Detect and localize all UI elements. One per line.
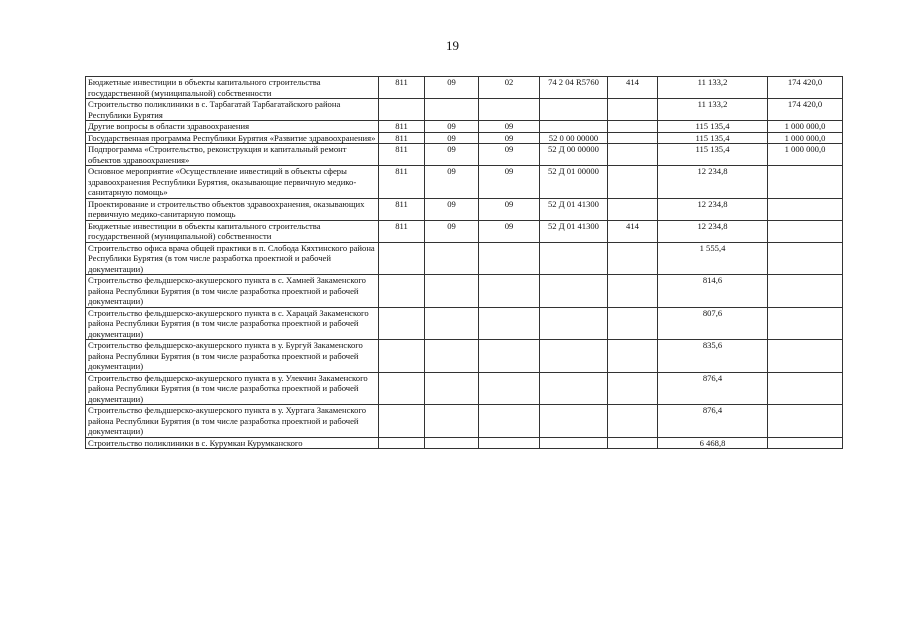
row-sum2-cell bbox=[768, 437, 843, 449]
row-vr-cell bbox=[608, 99, 658, 121]
row-sum2-cell bbox=[768, 275, 843, 308]
table-row bbox=[86, 372, 843, 405]
row-vr-cell bbox=[608, 166, 658, 199]
row-vr-cell bbox=[608, 132, 658, 144]
row-pr-cell bbox=[479, 340, 540, 373]
row-vr-cell: 414 bbox=[608, 77, 658, 99]
table-row bbox=[86, 166, 843, 199]
row-sum1-cell: 814,6 bbox=[658, 275, 768, 308]
row-csr-cell bbox=[540, 437, 608, 449]
row-rz-cell bbox=[425, 307, 479, 340]
row-name-cell: Основное мероприятие «Осуществление инвестиций в объекты сферы здравоохранения Республики Бурятия, оказывающие первичную медико-санитарную помощь» bbox=[86, 166, 379, 199]
table-row bbox=[86, 121, 843, 133]
row-csr-cell bbox=[540, 405, 608, 438]
table-row bbox=[86, 77, 843, 99]
row-sum2-cell bbox=[768, 242, 843, 275]
row-csr-cell: 52 Д 01 41300 bbox=[540, 198, 608, 220]
row-sum1-cell: 11 133,2 bbox=[658, 77, 768, 99]
row-gr-cell bbox=[379, 405, 425, 438]
row-pr-cell: 09 bbox=[479, 144, 540, 166]
row-sum2-cell bbox=[768, 405, 843, 438]
row-gr-cell bbox=[379, 275, 425, 308]
row-pr-cell bbox=[479, 242, 540, 275]
row-sum1-cell: 11 133,2 bbox=[658, 99, 768, 121]
row-vr-cell bbox=[608, 144, 658, 166]
row-rz-cell bbox=[425, 372, 479, 405]
budget-table bbox=[85, 76, 843, 449]
page-number: 19 bbox=[446, 38, 459, 53]
row-csr-cell: 52 Д 00 00000 bbox=[540, 144, 608, 166]
row-name-cell: Строительство фельдшерско-акушерского пункта в с. Хамней Закаменского района Республики Бурятия (в том числе разработка проектной и рабочей документации) bbox=[86, 275, 379, 308]
row-name-cell: Строительство фельдшерско-акушерского пункта в с. Харацай Закаменского района Республики Бурятия (в том числе разработка проектной и рабочей документации) bbox=[86, 307, 379, 340]
row-name-cell: Другие вопросы в области здравоохранения bbox=[86, 121, 379, 133]
row-pr-cell: 09 bbox=[479, 121, 540, 133]
row-pr-cell: 09 bbox=[479, 166, 540, 199]
row-pr-cell: 09 bbox=[479, 132, 540, 144]
row-name-cell: Строительство поликлиники в с. Тарбагатай Тарбагатайского района Республики Бурятия bbox=[86, 99, 379, 121]
row-pr-cell bbox=[479, 405, 540, 438]
table-row bbox=[86, 242, 843, 275]
row-rz-cell bbox=[425, 405, 479, 438]
table-row bbox=[86, 132, 843, 144]
row-vr-cell bbox=[608, 340, 658, 373]
row-rz-cell: 09 bbox=[425, 166, 479, 199]
row-sum1-cell: 876,4 bbox=[658, 405, 768, 438]
row-sum2-cell bbox=[768, 372, 843, 405]
row-rz-cell bbox=[425, 242, 479, 275]
row-sum2-cell: 174 420,0 bbox=[768, 99, 843, 121]
row-rz-cell: 09 bbox=[425, 144, 479, 166]
row-gr-cell bbox=[379, 437, 425, 449]
row-sum2-cell bbox=[768, 340, 843, 373]
table-row bbox=[86, 220, 843, 242]
row-pr-cell: 02 bbox=[479, 77, 540, 99]
row-name-cell: Строительство фельдшерско-акушерского пункта в у. Бургуй Закаменского района Республики Бурятия (в том числе разработка проектной и рабочей документации) bbox=[86, 340, 379, 373]
row-vr-cell bbox=[608, 372, 658, 405]
row-rz-cell bbox=[425, 275, 479, 308]
row-sum1-cell: 115 135,4 bbox=[658, 144, 768, 166]
row-csr-cell bbox=[540, 242, 608, 275]
row-rz-cell bbox=[425, 99, 479, 121]
row-sum1-cell: 115 135,4 bbox=[658, 132, 768, 144]
row-sum1-cell: 12 234,8 bbox=[658, 198, 768, 220]
table-row bbox=[86, 275, 843, 308]
table-body bbox=[86, 77, 843, 449]
row-csr-cell: 74 2 04 R5760 bbox=[540, 77, 608, 99]
row-pr-cell bbox=[479, 307, 540, 340]
row-gr-cell bbox=[379, 307, 425, 340]
row-csr-cell bbox=[540, 307, 608, 340]
row-csr-cell: 52 Д 01 41300 bbox=[540, 220, 608, 242]
row-sum1-cell: 876,4 bbox=[658, 372, 768, 405]
row-gr-cell: 811 bbox=[379, 132, 425, 144]
row-name-cell: Государственная программа Республики Бурятия «Развитие здравоохранения» bbox=[86, 132, 379, 144]
row-gr-cell bbox=[379, 340, 425, 373]
row-gr-cell bbox=[379, 99, 425, 121]
row-vr-cell bbox=[608, 405, 658, 438]
row-sum1-cell: 12 234,8 bbox=[658, 220, 768, 242]
table-row bbox=[86, 144, 843, 166]
row-csr-cell bbox=[540, 275, 608, 308]
row-pr-cell bbox=[479, 99, 540, 121]
table-row bbox=[86, 437, 843, 449]
table-row bbox=[86, 307, 843, 340]
row-pr-cell bbox=[479, 437, 540, 449]
row-rz-cell: 09 bbox=[425, 198, 479, 220]
table-row bbox=[86, 198, 843, 220]
row-sum1-cell: 807,6 bbox=[658, 307, 768, 340]
row-sum2-cell bbox=[768, 166, 843, 199]
row-name-cell: Строительство поликлиники в с. Курумкан Курумканского bbox=[86, 437, 379, 449]
row-name-cell: Строительство фельдшерско-акушерского пункта в у. Хуртага Закаменского района Республики Бурятия (в том числе разработка проектной и рабочей документации) bbox=[86, 405, 379, 438]
row-vr-cell bbox=[608, 242, 658, 275]
row-sum2-cell: 1 000 000,0 bbox=[768, 144, 843, 166]
row-gr-cell: 811 bbox=[379, 121, 425, 133]
row-vr-cell bbox=[608, 307, 658, 340]
table-row bbox=[86, 99, 843, 121]
row-sum2-cell: 1 000 000,0 bbox=[768, 132, 843, 144]
row-sum2-cell: 174 420,0 bbox=[768, 77, 843, 99]
row-name-cell: Бюджетные инвестиции в объекты капитального строительства государственной (муниципальной) собственности bbox=[86, 77, 379, 99]
row-rz-cell: 09 bbox=[425, 132, 479, 144]
row-csr-cell bbox=[540, 99, 608, 121]
row-rz-cell: 09 bbox=[425, 121, 479, 133]
row-sum2-cell bbox=[768, 307, 843, 340]
row-rz-cell bbox=[425, 340, 479, 373]
row-sum2-cell bbox=[768, 198, 843, 220]
row-name-cell: Бюджетные инвестиции в объекты капитального строительства государственной (муниципальной) собственности bbox=[86, 220, 379, 242]
row-name-cell: Проектирование и строительство объектов здравоохранения, оказывающих первичную медико-санитарную помощь bbox=[86, 198, 379, 220]
row-gr-cell: 811 bbox=[379, 144, 425, 166]
row-csr-cell bbox=[540, 121, 608, 133]
row-rz-cell: 09 bbox=[425, 77, 479, 99]
row-name-cell: Подпрограмма «Строительство, реконструкция и капитальный ремонт объектов здравоохранения» bbox=[86, 144, 379, 166]
table-row bbox=[86, 340, 843, 373]
row-gr-cell bbox=[379, 372, 425, 405]
row-sum1-cell: 6 468,8 bbox=[658, 437, 768, 449]
row-vr-cell: 414 bbox=[608, 220, 658, 242]
row-csr-cell bbox=[540, 340, 608, 373]
row-vr-cell bbox=[608, 198, 658, 220]
row-rz-cell: 09 bbox=[425, 220, 479, 242]
row-gr-cell: 811 bbox=[379, 166, 425, 199]
row-vr-cell bbox=[608, 437, 658, 449]
row-rz-cell bbox=[425, 437, 479, 449]
row-sum1-cell: 1 555,4 bbox=[658, 242, 768, 275]
row-sum2-cell: 1 000 000,0 bbox=[768, 121, 843, 133]
row-name-cell: Строительство офиса врача общей практики в п. Слобода Кяхтинского района Республики Бурятия (в том числе разработка проектной и рабочей документации) bbox=[86, 242, 379, 275]
row-vr-cell bbox=[608, 275, 658, 308]
row-vr-cell bbox=[608, 121, 658, 133]
row-sum2-cell bbox=[768, 220, 843, 242]
row-gr-cell: 811 bbox=[379, 198, 425, 220]
row-pr-cell: 09 bbox=[479, 220, 540, 242]
row-pr-cell bbox=[479, 372, 540, 405]
row-gr-cell: 811 bbox=[379, 77, 425, 99]
row-csr-cell bbox=[540, 372, 608, 405]
row-pr-cell: 09 bbox=[479, 198, 540, 220]
row-pr-cell bbox=[479, 275, 540, 308]
row-sum1-cell: 12 234,8 bbox=[658, 166, 768, 199]
row-sum1-cell: 835,6 bbox=[658, 340, 768, 373]
row-gr-cell bbox=[379, 242, 425, 275]
row-csr-cell: 52 Д 01 00000 bbox=[540, 166, 608, 199]
row-sum1-cell: 115 135,4 bbox=[658, 121, 768, 133]
row-gr-cell: 811 bbox=[379, 220, 425, 242]
row-csr-cell: 52 0 00 00000 bbox=[540, 132, 608, 144]
table-row bbox=[86, 405, 843, 438]
row-name-cell: Строительство фельдшерско-акушерского пункта в у. Улекчин Закаменского района Республики Бурятия (в том числе разработка проектной и рабочей документации) bbox=[86, 372, 379, 405]
